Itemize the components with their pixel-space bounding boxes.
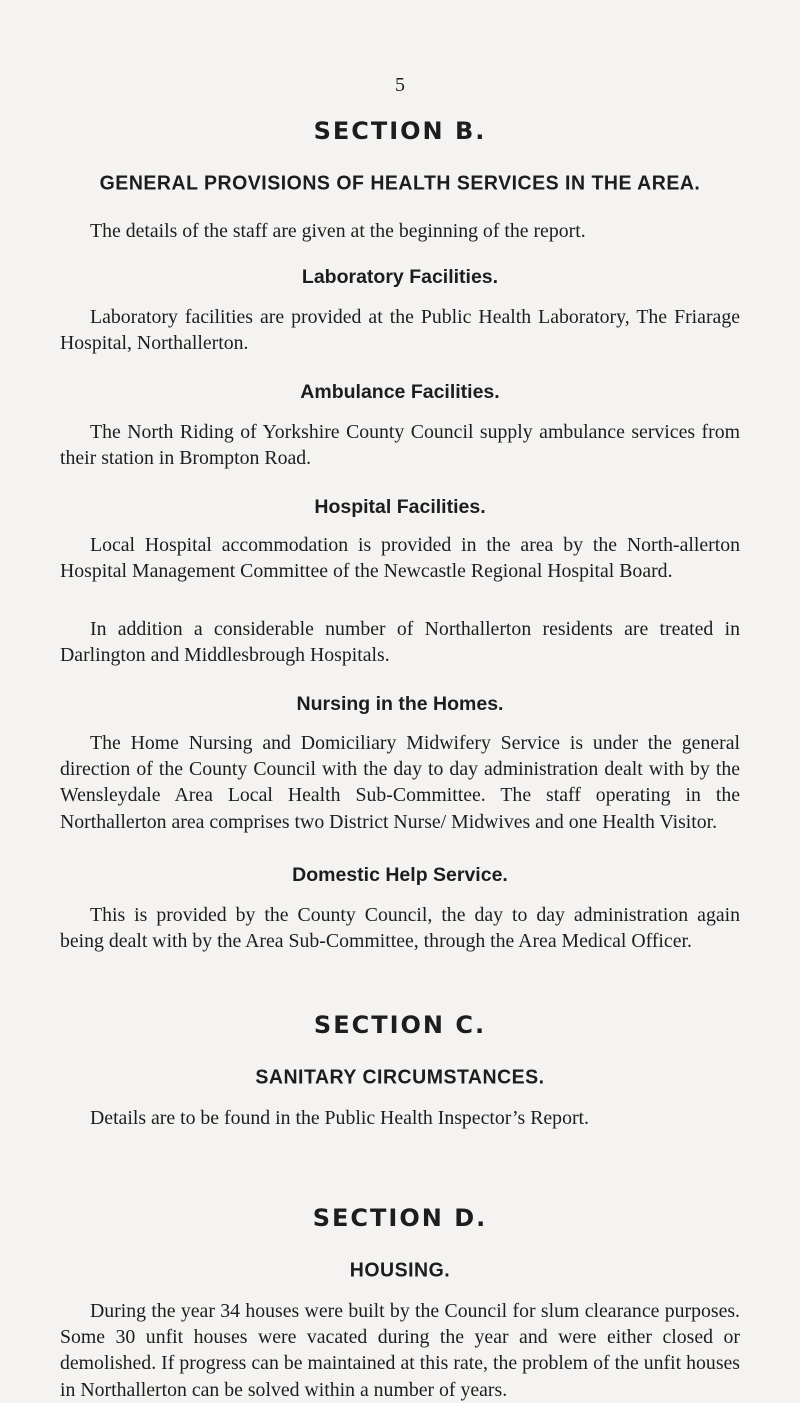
housing-heading: HOUSING. — [349, 1258, 451, 1282]
ambulance-facilities-heading: Ambulance Facilities. — [300, 381, 500, 403]
hospital-accommodation-paragraph: Local Hospital accommodation is provided in the area by the North-allerton Hospital Management Committee of the Newcastle Regional Hospital Board. — [60, 534, 740, 583]
sanitary-details-paragraph: Details are to be found in the Public Health Inspector’s Report. — [90, 1107, 589, 1129]
staff-details-paragraph: The details of the staff are given at the beginning of the report. — [90, 220, 586, 242]
page-number: 5 — [395, 74, 405, 96]
section-d-title: SECTION D. — [312, 1204, 488, 1232]
laboratory-facilities-heading: Laboratory Facilities. — [301, 266, 499, 288]
domestic-help-heading: Domestic Help Service. — [292, 864, 508, 886]
sanitary-circumstances-heading: SANITARY CIRCUMSTANCES. — [255, 1065, 545, 1089]
nursing-in-homes-heading: Nursing in the Homes. — [296, 693, 504, 715]
section-c-title: SECTION C. — [313, 1011, 487, 1039]
laboratory-facilities-paragraph: Laboratory facilities are provided at the Public Health Laboratory, The Friarage Hospital, Northallerton. — [60, 306, 740, 355]
general-provisions-heading: GENERAL PROVISIONS OF HEALTH SERVICES IN THE AREA. — [99, 171, 701, 195]
housing-paragraph: During the year 34 houses were built by the Council for slum clearance purposes. Some 30 unfit houses were vacated during the year and were either closed or demolished. If progress can be maintained at this rate, the problem of the unfit houses in Northallerton can be solved within a number of years. — [60, 1300, 740, 1401]
section-b-title: SECTION B. — [313, 117, 487, 145]
darlington-middlesbrough-paragraph: In addition a considerable number of Northallerton residents are treated in Darlington and Middlesbrough Hospitals. — [60, 618, 740, 667]
ambulance-facilities-paragraph: The North Riding of Yorkshire County Council supply ambulance services from their station in Brompton Road. — [60, 421, 740, 470]
domestic-help-paragraph: This is provided by the County Council, the day to day administration again being dealt with by the Area Sub-Committee, through the Area Medical Officer. — [60, 904, 740, 953]
hospital-facilities-heading: Hospital Facilities. — [314, 496, 486, 518]
nursing-in-homes-paragraph: The Home Nursing and Domiciliary Midwifery Service is under the general direction of the County Council with the day to day administration dealt with by the Wensleydale Area Local Health Sub-Committee. The staff operating in the Northallerton area comprises two District Nurse/ Midwives and one Health Visitor. — [60, 732, 740, 833]
